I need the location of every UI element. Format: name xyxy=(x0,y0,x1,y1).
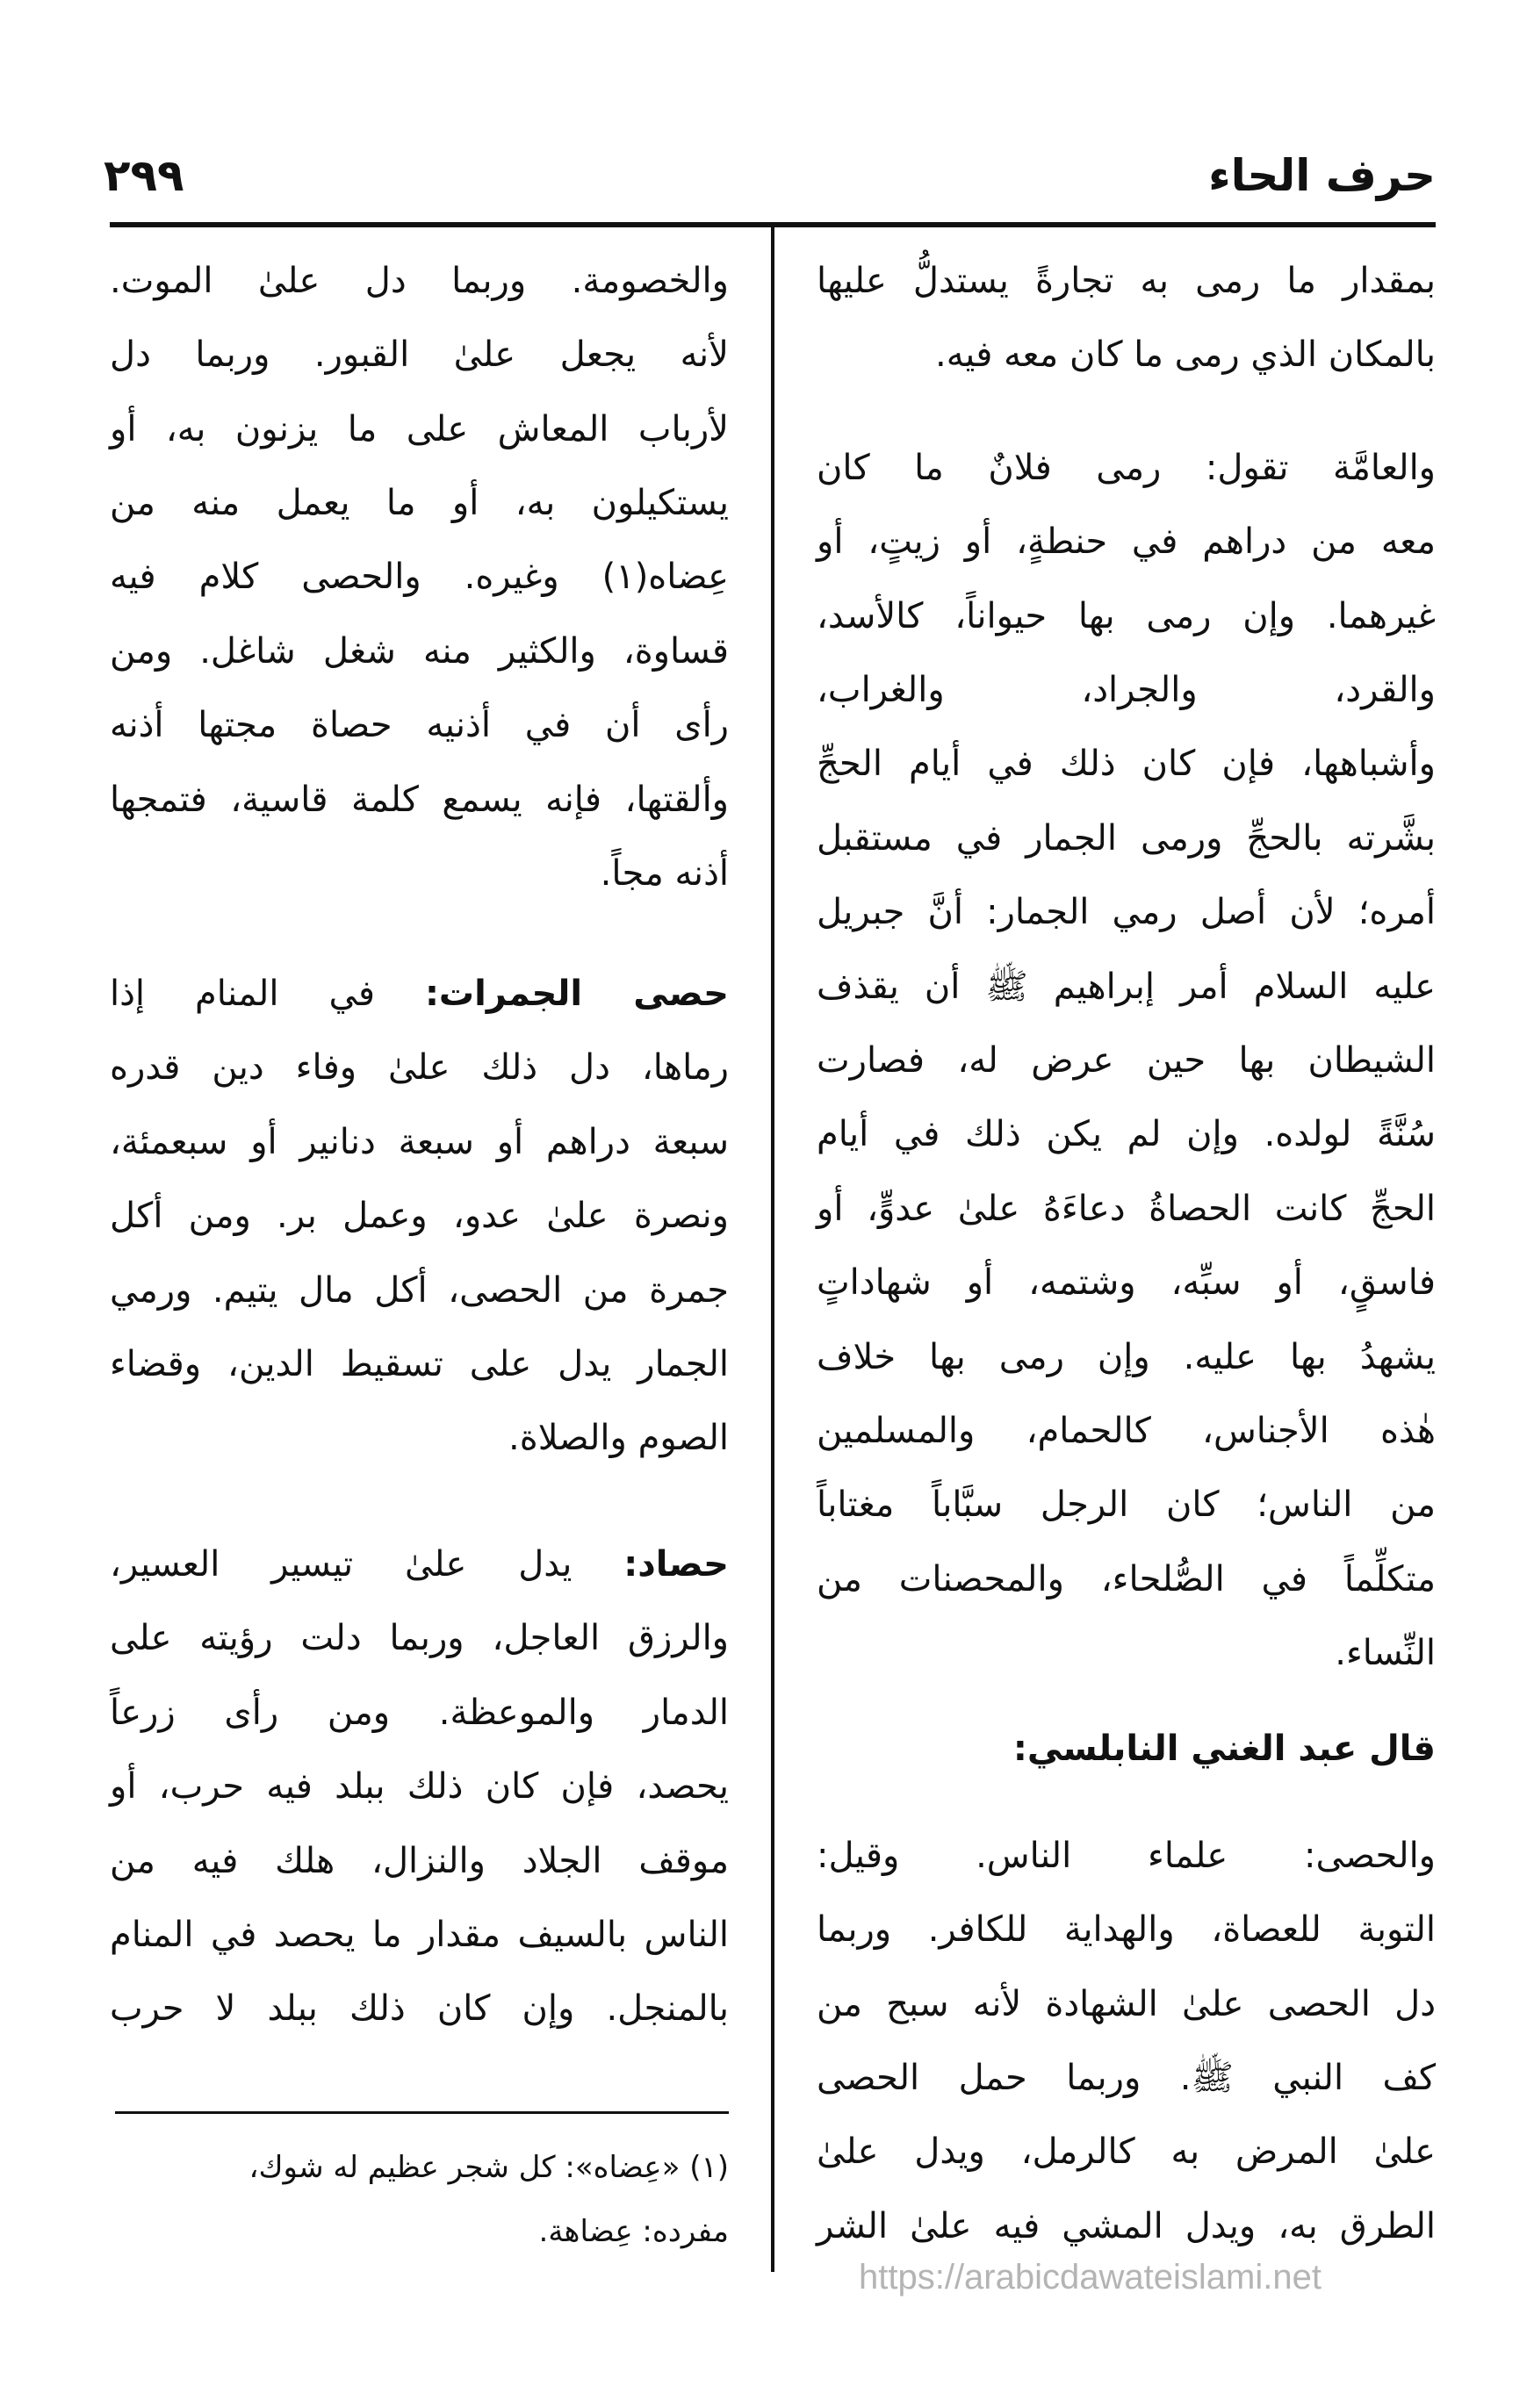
watermark: https://arabicdawateislami.net xyxy=(859,2258,1322,2297)
entry-text: يدل علىٰ تيسير العسير، xyxy=(110,1543,624,1585)
text-line: وألقتها، فإنه يسمع كلمة قاسية، فتمجها xyxy=(110,779,729,820)
text-line xyxy=(110,1527,729,1601)
text-line: والقرد، والجراد، والغراب، xyxy=(817,670,1436,711)
text-line: من الناس؛ كان الرجل سبَّاباً مغتاباً xyxy=(817,1484,1436,1526)
chapter-title: حرف الحاء xyxy=(1208,150,1436,201)
text-line: الحجِّ كانت الحصاةُ دعاءَهُ علىٰ عدوٍّ، أو xyxy=(817,1188,1436,1229)
text-line: رماها، دل ذلك علىٰ وفاء دين قدره xyxy=(110,1047,729,1089)
text-line: أمره؛ لأن أصل رمي الجمار: أنَّ جبريل xyxy=(817,892,1436,933)
text-line: دل الحصى علىٰ الشهادة لأنه سبح من xyxy=(817,1983,1436,2024)
text-line: موقف الجلاد والنزال، هلك فيه من xyxy=(110,1840,729,1881)
text-line: عليه السلام أمر إبراهيم ﷺ أن يقذف xyxy=(817,966,1436,1007)
text-line: سُنَّةً لولده. وإن لم يكن ذلك في أيام xyxy=(817,1114,1436,1155)
text-line: بالمنجل. وإن كان ذلك ببلد لا حرب xyxy=(110,1988,729,2030)
footnote-line: (١) «عِضاه»: كل شجر عظيم له شوك، xyxy=(248,2149,729,2185)
entry-headword: حصى الجمرات: xyxy=(424,974,730,1015)
text-line: سبعة دراهم أو سبعة دنانير أو سبعمئة، xyxy=(110,1121,729,1162)
text-line: بمقدار ما رمى به تجارةً يستدلُّ عليها xyxy=(817,260,1436,301)
text-line: والعامَّة تقول: رمى فلانٌ ما كان xyxy=(817,447,1436,488)
entry-text: في المنام إذا xyxy=(110,974,425,1015)
text-line: الدمار والموعظة. ومن رأى زرعاً xyxy=(110,1692,729,1733)
section-heading: قال عبد الغني النابلسي: xyxy=(1012,1728,1436,1769)
page-number: ٢٩٩ xyxy=(104,150,184,201)
text-line: رأى أن في أذنيه حصاة مجتها أذنه xyxy=(110,705,729,746)
text-line: يحصد، فإن كان ذلك ببلد فيه حرب، أو xyxy=(110,1766,729,1808)
text-line: وأشباهها، فإن كان ذلك في أيام الحجِّ xyxy=(817,744,1436,785)
entry-headword: حصاد: xyxy=(623,1543,729,1585)
text-line: بشَّرته بالحجِّ ورمى الجمار في مستقبل xyxy=(817,817,1436,859)
column-divider xyxy=(771,226,774,2272)
text-line: يستكيلون به، أو ما يعمل منه من xyxy=(110,482,729,523)
text-line: متكلِّماً في الصُّلحاء، والمحصنات من xyxy=(817,1558,1436,1599)
footnote-rule xyxy=(115,2111,729,2114)
text-line: والخصومة. وربما دل علىٰ الموت. xyxy=(110,260,729,301)
text-line: التوبة للعصاة، والهداية للكافر. وربما xyxy=(817,1909,1436,1951)
text-line: الجمار يدل على تسقيط الدين، وقضاء xyxy=(110,1344,729,1385)
text-line: الناس بالسيف مقدار ما يحصد في المنام xyxy=(110,1914,729,1955)
text-line: جمرة من الحصى، أكل مال يتيم. ورمي xyxy=(110,1269,729,1311)
text-line: عِضاه(١) وغيره. والحصى كلام فيه xyxy=(110,557,729,598)
text-line: علىٰ المرض به كالرمل، ويدل علىٰ xyxy=(817,2131,1436,2173)
footnote-line: مفرده: عِضاهة. xyxy=(538,2213,729,2249)
text-line: أذنه مجاً. xyxy=(600,852,729,894)
text-line: يشهدُ بها عليه. وإن رمى بها خلاف xyxy=(817,1336,1436,1377)
text-line: الطرق به، ويدل المشي فيه علىٰ الشر xyxy=(817,2205,1436,2246)
text-line: والحصى: علماء الناس. وقيل: xyxy=(817,1835,1436,1876)
text-line: كف النبي ﷺ. وربما حمل الحصى xyxy=(817,2058,1436,2099)
text-line: معه من دراهم في حنطةٍ، أو زيتٍ، أو xyxy=(817,521,1436,563)
text-line: الشيطان بها حين عرض له، فصارت xyxy=(817,1040,1436,1082)
text-line: هٰذه الأجناس، كالحمام، والمسلمين xyxy=(817,1411,1436,1452)
text-line: غيرهما. وإن رمى بها حيواناً، كالأسد، xyxy=(817,595,1436,636)
text-line: ونصرة علىٰ عدو، وعمل بر. ومن أكل xyxy=(110,1196,729,1237)
text-line: فاسقٍ، أو سبِّه، وشتمه، أو شهاداتٍ xyxy=(817,1262,1436,1304)
text-line: بالمكان الذي رمى ما كان معه فيه. xyxy=(935,334,1436,376)
text-line: لأرباب المعاش على ما يزنون به، أو xyxy=(110,408,729,449)
text-line: لأنه يجعل علىٰ القبور. وربما دل xyxy=(110,334,729,376)
text-line xyxy=(110,957,729,1031)
text-line: والرزق العاجل، وربما دلت رؤيته على xyxy=(110,1618,729,1659)
text-line: الصوم والصلاة. xyxy=(508,1418,729,1459)
text-line: قساوة، والكثير منه شغل شاغل. ومن xyxy=(110,630,729,672)
text-line: النِّساء. xyxy=(1335,1633,1436,1674)
